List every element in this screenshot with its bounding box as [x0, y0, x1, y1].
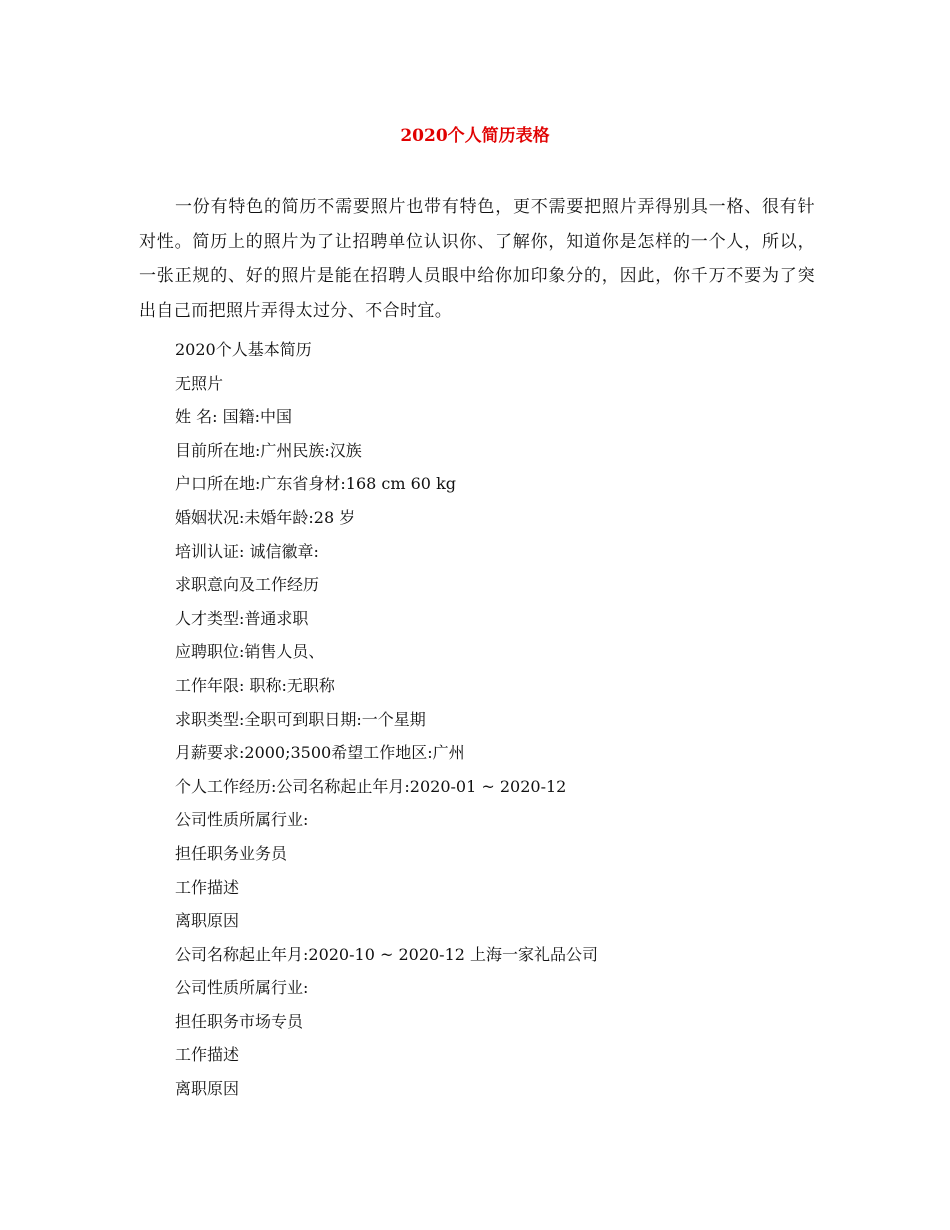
resume-line: 应聘职位:销售人员、: [175, 642, 325, 662]
document-title: 2020个人简历表格: [400, 126, 550, 146]
resume-line: 婚姻状况:未婚年龄:28 岁: [175, 507, 356, 527]
resume-line: 求职意向及工作经历: [175, 575, 320, 595]
resume-line: 工作描述: [175, 1045, 240, 1065]
resume-line: 公司性质所属行业:: [175, 978, 309, 998]
resume-line: 担任职务业务员: [175, 843, 288, 863]
resume-line: 离职原因: [175, 911, 240, 931]
resume-line: 无照片: [175, 373, 224, 393]
resume-line: 2020个人基本简历: [175, 340, 312, 359]
resume-line: 个人工作经历:公司名称起止年月:2020-01 ~ 2020-12: [175, 776, 567, 796]
resume-line: 公司性质所属行业:: [175, 810, 309, 830]
resume-line: 求职类型:全职可到职日期:一个星期: [175, 709, 426, 729]
resume-line: 月薪要求:2000;3500希望工作地区:广州: [175, 743, 465, 763]
resume-line: 公司名称起止年月:2020-10 ~ 2020-12 上海一家礼品公司: [175, 944, 599, 964]
intro-paragraph: 一份有特色的简历不需要照片也带有特色，更不需要把照片弄得别具一格、很有针对性。简历上的照片为了让招聘单位认识你、了解你，知道你是怎样的一个人，所以，一张正规的、好的照片是能在招聘人员眼中给你加印象分的，因此，你千万不要为了突出自己而把照片弄得太过分、不合时宜。: [139, 197, 815, 321]
resume-line: 工作描述: [175, 877, 240, 897]
resume-line: 培训认证: 诚信徽章:: [175, 541, 319, 561]
resume-lines: [175, 333, 825, 1106]
resume-line: 目前所在地:广州民族:汉族: [175, 440, 362, 460]
resume-line: 人才类型:普通求职: [175, 608, 309, 628]
resume-line: 离职原因: [175, 1079, 240, 1099]
resume-line: 担任职务市场专员: [175, 1011, 304, 1031]
resume-line: 户口所在地:广东省身材:168 cm 60 kg: [175, 474, 457, 494]
resume-line: 工作年限: 职称:无职称: [175, 675, 335, 695]
resume-line: 姓 名: 国籍:中国: [175, 407, 292, 427]
